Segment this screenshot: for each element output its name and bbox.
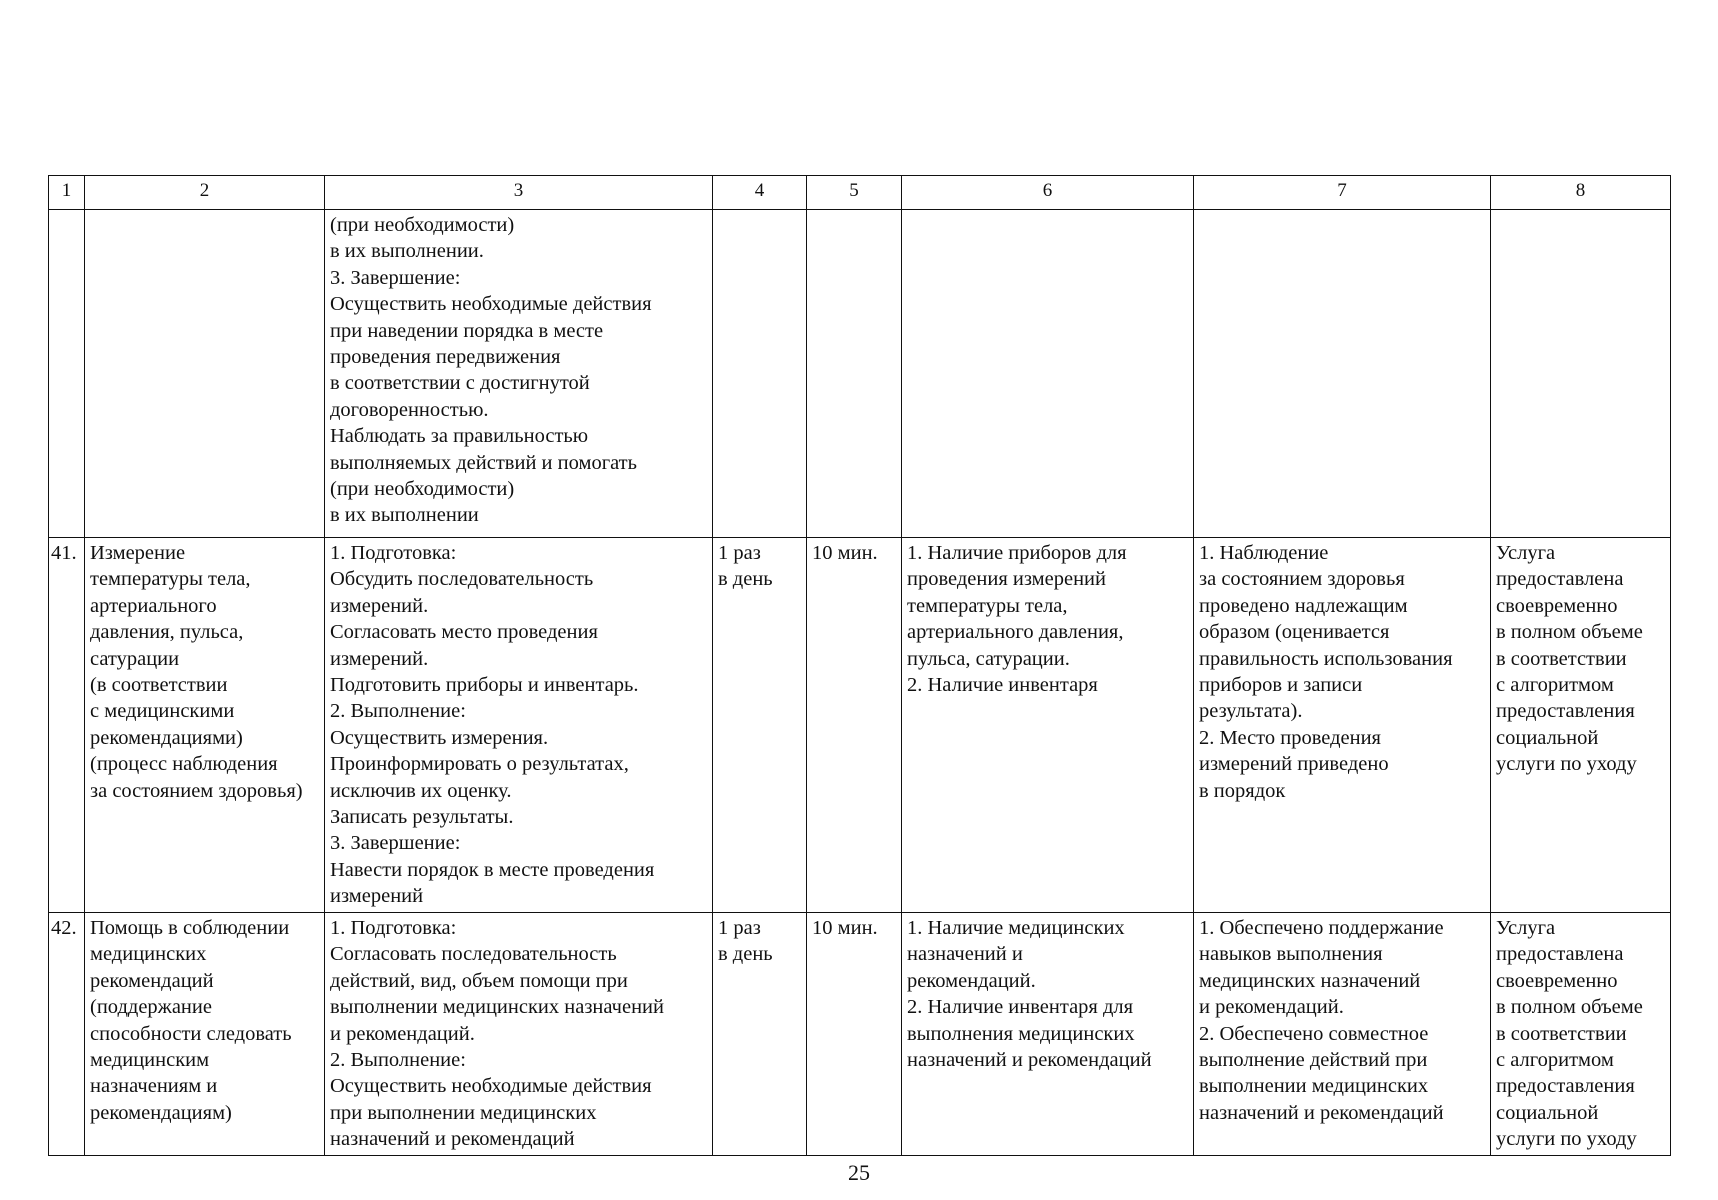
service-actions: 1. Подготовка: Обсудить последовательность измерений. Согласовать место проведения измерений. Подготовить приборы и инвентарь. 2. Выполнение: Осуществить измерения. Проинформировать о результатах, исключив их оценку. Записать результаты. 3. Завершение: Навести порядок в месте проведения измерений <box>325 538 713 913</box>
column-number: 7 <box>1194 176 1491 210</box>
service-conditions: 1. Наличие приборов для проведения измерений температуры тела, артериального давления, пульса, сатурации. 2. Наличие инвентаря <box>902 538 1194 913</box>
column-number: 5 <box>807 176 902 210</box>
column-number: 6 <box>902 176 1194 210</box>
service-name: Измерение температуры тела, артериального давления, пульса, сатурации (в соответствии с медицинскими рекомендациями) (процесс наблюдения за состоянием здоровья) <box>85 538 325 913</box>
service-conditions: 1. Наличие медицинских назначений и рекомендаций. 2. Наличие инвентаря для выполнения медицинских назначений и рекомендаций <box>902 913 1194 1156</box>
page-number: 25 <box>848 1160 870 1185</box>
column-number-row <box>49 176 1671 210</box>
service-actions: (при необходимости) в их выполнении. 3. Завершение: Осуществить необходимые действия при наведении порядка в месте проведения передвижения в соответствии с достигнутой договоренностью. Наблюдать за правильностью выполняемых действий и помогать (при необходимости) в их выполнении <box>325 210 713 538</box>
column-number: 4 <box>713 176 807 210</box>
services-table <box>48 175 1671 1156</box>
service-quality: 1. Наблюдение за состоянием здоровья проведено надлежащим образом (оценивается правильность использования приборов и записи результата). 2. Место проведения измерений приведено в порядок <box>1194 538 1491 913</box>
table-row <box>49 538 1671 913</box>
service-quality <box>1194 210 1491 538</box>
service-duration: 10 мин. <box>807 538 902 913</box>
column-number: 8 <box>1491 176 1671 210</box>
service-quality: 1. Обеспечено поддержание навыков выполнения медицинских назначений и рекомендаций. 2. Обеспечено совместное выполнение действий при выполнении медицинских назначений и рекомендаций <box>1194 913 1491 1156</box>
table-row <box>49 210 1671 538</box>
service-name: Помощь в соблюдении медицинских рекомендаций (поддержание способности следовать медицинским назначениям и рекомендациям) <box>85 913 325 1156</box>
row-number: 41. <box>49 538 85 913</box>
service-result: Услуга предоставлена своевременно в полном объеме в соответствии с алгоритмом предоставления социальной услуги по уходу <box>1491 913 1671 1156</box>
service-duration: 10 мин. <box>807 913 902 1156</box>
service-periodicity: 1 раз в день <box>713 538 807 913</box>
column-number: 3 <box>325 176 713 210</box>
service-result <box>1491 210 1671 538</box>
column-number: 2 <box>85 176 325 210</box>
table-row <box>49 913 1671 1156</box>
service-actions: 1. Подготовка: Согласовать последовательность действий, вид, объем помощи при выполнении медицинских назначений и рекомендаций. 2. Выполнение: Осуществить необходимые действия при выполнении медицинских назначений и рекомендаций <box>325 913 713 1156</box>
column-number: 1 <box>49 176 85 210</box>
row-number: 42. <box>49 913 85 1156</box>
row-number <box>49 210 85 538</box>
service-conditions <box>902 210 1194 538</box>
service-name <box>85 210 325 538</box>
service-duration <box>807 210 902 538</box>
service-result: Услуга предоставлена своевременно в полном объеме в соответствии с алгоритмом предоставления социальной услуги по уходу <box>1491 538 1671 913</box>
service-periodicity <box>713 210 807 538</box>
service-periodicity: 1 раз в день <box>713 913 807 1156</box>
